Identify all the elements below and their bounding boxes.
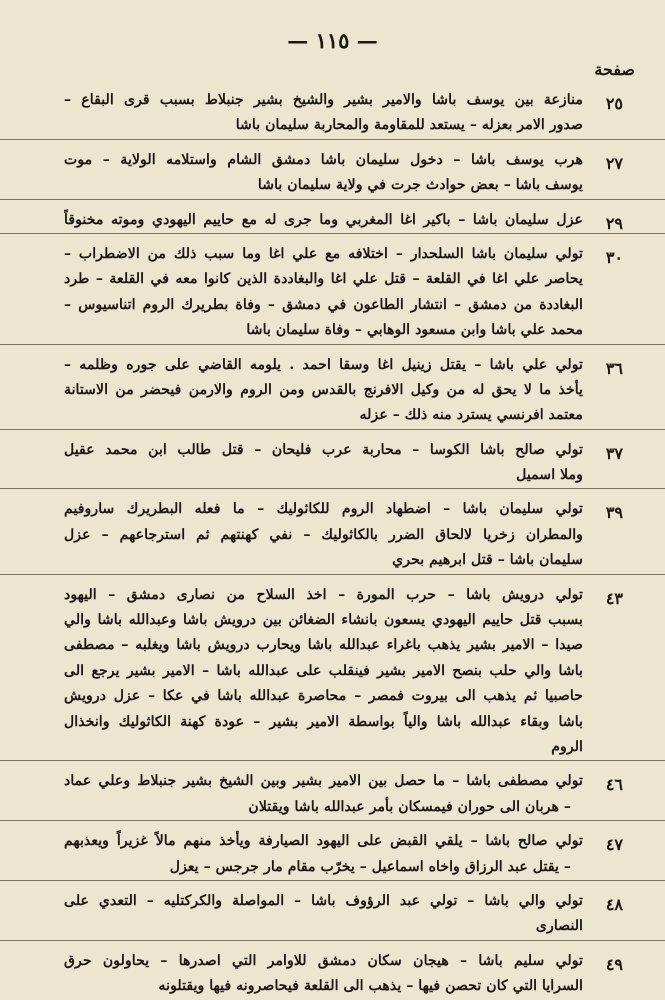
toc-entry	[0, 820, 665, 880]
toc-entry-line: تولي سليمان باشا – اضطهاد الروم للكاثوليك – ما فعله البطريرك ساروفيم	[64, 501, 583, 518]
toc-entry	[0, 488, 665, 573]
toc-entry-line: معتمد افرنسي يسترد منه ذلك – عزله	[359, 407, 583, 424]
toc-entry-line: حاصبيا ثم يذهب الى بيروت فمصر – محاصرة عبدالله باشا في عكا – عزل درويش	[64, 688, 583, 705]
toc-page-number: ٤٨	[605, 894, 623, 914]
toc-entry	[0, 233, 665, 344]
toc-entry-line: سليمان باشا – قتل ابرهيم بحري	[392, 552, 583, 569]
toc-entry-line: تولي صالح باشا – يلقي القبض على اليهود الصيارفة ويأخذ منهم مالاً غزيراً ويعذبهم	[64, 833, 583, 850]
toc-entry	[0, 940, 665, 1000]
toc-entry-line: والمطران زخريا لالحاق الضرر بالكاثوليك – نفي كهنتهم ثم استرجاعهم – عزل	[64, 526, 583, 543]
toc-entry-line: وملا اسميل	[516, 467, 583, 484]
toc-entry	[0, 760, 665, 820]
toc-page-number: ٢٧	[605, 153, 623, 173]
page-column-label: صفحة	[594, 60, 635, 79]
toc-entry-line: تولي درويش باشا – حرب المورة – اخذ السلاح من نصارى دمشق – اليهود	[64, 586, 583, 603]
toc-page-number: ٤٩	[605, 954, 623, 974]
toc-entry-line: صيدا – الامير بشير يذهب باغراء عبدالله باشا ويحارب درويش باشا ويغلبه – مصطفى	[64, 637, 583, 654]
toc-page-number: ٣٦	[605, 358, 623, 378]
toc-page-number: ٤٧	[605, 835, 623, 855]
toc-entry	[0, 80, 665, 139]
toc-entry-line: هرب يوسف باشا – دخول سليمان باشا دمشق الشام واستلامه الولاية – موت	[64, 151, 583, 168]
toc-entry-line: تولي مصطفى باشا – ما حصل بين الامير بشير وبين الشيخ بشير جنبلاط وعلي عماد	[64, 773, 583, 790]
toc-entry-line: البغاددة من دمشق – انتشار الطاعون في دمشق – وفاة بطريرك الروم اتناسيوس –	[64, 296, 583, 313]
toc-entry	[0, 574, 665, 761]
toc-entry-line: صدور الامر بعزله – يستعد للمقاومة والمحاربة سليمان باشا	[235, 117, 583, 134]
toc-page-number: ٤٣	[605, 588, 623, 608]
toc-entry-line: باشا والي حلب بنصح الامير بشير فينقلب على عبدالله باشا – الامير بشير يرجع الى	[64, 662, 583, 679]
toc-entry-line: باشا وبقاء عبدالله باشا والياً بواسطة الامير بشير – عودة كهنة الكاثوليك وانخذال	[64, 713, 583, 730]
toc-entry-line: تولي سليمان باشا السلحدار – اختلافه مع علي اغا وما سبب ذلك من الاضطراب –	[64, 245, 583, 262]
toc-entry	[0, 199, 665, 233]
toc-page-number: ٣٩	[605, 503, 623, 523]
toc-entry	[0, 139, 665, 199]
toc-entry-line: تولي صالح باشا الكوسا – محاربة عرب فليحان – قتل طالب ابن محمد عقيل	[64, 441, 583, 458]
toc-entry-line: – هربان الى حوران فيمسكان بأمر عبدالله باشا ويقتلان	[248, 798, 571, 815]
toc-entry-line: محمد علي باشا وابن مسعود الوهابي – وفاة سليمان باشا	[246, 322, 583, 339]
toc-entry-line: عزل سليمان باشا – باكير اغا المغربي وما جرى له مع حاييم اليهودي وموته مخنوقاً	[64, 211, 583, 228]
toc-entry-line: السرايا التي كان تحصن فيها – يذهب الى القلعة فيحاصرونه فيها ويقتلونه	[158, 978, 583, 995]
toc-entry	[0, 344, 665, 429]
table-of-contents	[0, 80, 665, 1000]
page-number-header: — ١١٥ —	[287, 28, 378, 53]
toc-entry-line: يأخذ ما لا يحق له من وكيل الافرنج بالقدس ومن الروم والارمن فيحضر من الاستانة	[64, 381, 583, 398]
toc-entry-line: يحاصر علي اغا في القلعة – قتل علي اغا والبغاددة الذين كانوا معه في القلعة – طرد	[64, 271, 583, 288]
toc-entry-line: بسبب قتل حاييم اليهودي يسعون بانشاء الضغائن بين درويش باشا وعبدالله باشا والي	[64, 612, 583, 629]
toc-page-number: ٢٩	[605, 213, 623, 233]
toc-entry-line: تولي علي باشا – يقتل زينيل اغا وسقا احمد . يلومه القاضي على جوره وظلمه –	[64, 356, 583, 373]
toc-entry-line: منازعة بين يوسف باشا والامير بشير والشيخ بشير جنبلاط بسبب قرى البقاع –	[64, 92, 583, 108]
toc-page-number: ٤٦	[605, 775, 623, 795]
toc-entry	[0, 880, 665, 940]
toc-entry-line: تولي سليم باشا – هيجان سكان دمشق للاوامر التي اصدرها – يحاولون حرق	[64, 952, 583, 969]
toc-entry	[0, 429, 665, 489]
toc-page-number: ٣٧	[605, 443, 623, 463]
toc-entry-line: – يقتل عبد الرزاق واخاه اسماعيل – يخرّب مقام مار جرجس – يعزل	[169, 858, 571, 875]
toc-entry-line: يوسف باشا – بعض حوادث جرت في ولاية سليمان باشا	[257, 177, 583, 194]
toc-entry-line: الروم	[551, 738, 583, 755]
toc-page-number: ٢٥	[605, 94, 623, 113]
toc-entry-line: تولي والي باشا – تولي عبد الرؤوف باشا – المواصلة والكركتليه – التعدي على	[64, 892, 583, 909]
toc-entry-line: النصارى	[535, 918, 583, 935]
toc-page-number: ٣٠	[605, 247, 623, 267]
